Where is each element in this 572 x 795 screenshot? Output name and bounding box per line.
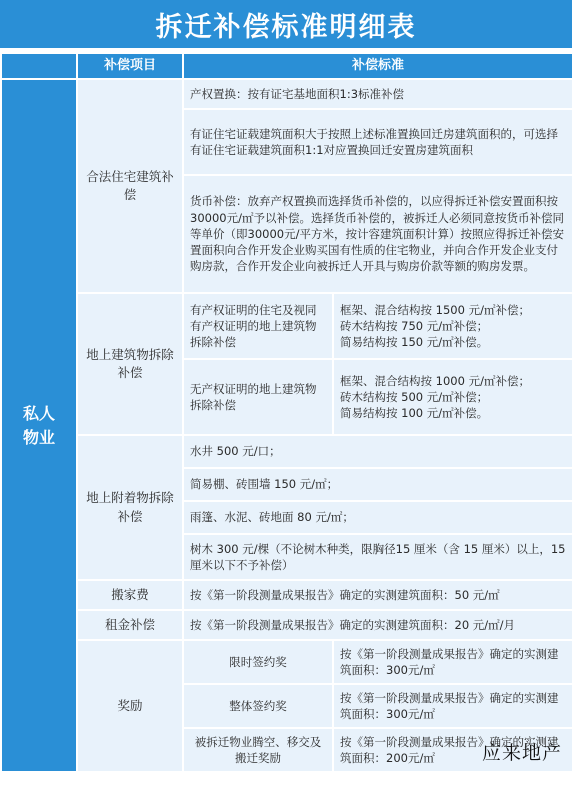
item-moving: 搬家费 [77,580,183,610]
item-reward: 奖励 [77,640,183,772]
compensation-table [0,52,572,773]
rate-line: 砖木结构按 750 元/㎡补偿； [340,318,489,333]
reward-label: 限时签约奖 [183,640,333,684]
header-col-standard: 补偿标准 [183,53,572,79]
above-ground-rates [333,359,572,435]
attachment-row: 水井 500 元/口； [183,435,572,468]
reward-standard: 按《第一阶段测量成果报告》确定的实测建筑面积：200元/㎡ [333,728,572,772]
rate-line: 砖木结构按 500 元/㎡补偿； [340,389,489,404]
above-ground-rates [333,293,572,359]
reward-standard: 按《第一阶段测量成果报告》确定的实测建筑面积：300元/㎡ [333,684,572,728]
attachment-row: 树木 300 元/棵（不论树木种类，限胸径15 厘米（含 15 厘米）以上，15 厘米以下不予补偿） [183,534,572,580]
side-label-text: 私人物业 [22,403,55,447]
attachment-row: 雨篷、水泥、砖地面 80 元/㎡； [183,501,572,534]
rent-standard: 按《第一阶段测量成果报告》确定的实测建筑面积：20 元/㎡/月 [183,610,572,640]
legal-housing-row: 有证住宅证载建筑面积大于按照上述标准置换回迁房建筑面积的，可选择有证住宅证载建筑面积1:1对应置换回迁安置房建筑面积 [183,109,572,175]
attachment-row: 简易棚、砖围墙 150 元/㎡； [183,468,572,501]
rate-line: 简易结构按 100 元/㎡补偿。 [340,406,489,421]
header-corner [1,53,77,79]
compensation-table-wrap [0,52,572,795]
legal-housing-row: 货币补偿：放弃产权置换而选择货币补偿的，以应得拆迁补偿安置面积按30000元/㎡予以补偿。选择货币补偿的，被拆迁人必须同意按货币补偿同等单价（即30000元/平方米，按计容建筑面积计算）按照应得拆迁补偿安置面积向合作开发企业购买国有性质的住宅物业，并向合作开发企业支付购房款，合作开发企业向被拆迁人开具与购房价款等额的购房发票。 [183,175,572,293]
legal-housing-row: 产权置换：按有证宅基地面积1:3标准补偿 [183,79,572,109]
reward-standard: 按《第一阶段测量成果报告》确定的实测建筑面积：300元/㎡ [333,640,572,684]
item-above-ground: 地上建筑物拆除补偿 [77,293,183,435]
item-legal-housing: 合法住宅建筑补偿 [77,79,183,293]
reward-label: 被拆迁物业腾空、移交及搬迁奖励 [183,728,333,772]
above-ground-group-label: 有产权证明的住宅及视同有产权证明的地上建筑物拆除补偿 [183,293,333,359]
side-label-private-property [1,79,77,772]
header-col-item: 补偿项目 [77,53,183,79]
rate-line: 简易结构按 150 元/㎡补偿。 [340,335,489,350]
page-title: 拆迁补偿标准明细表 [0,0,572,48]
above-ground-group-label: 无产权证明的地上建筑物拆除补偿 [183,359,333,435]
watermark-logo-text: 应来地产 [481,742,562,764]
reward-label: 整体签约奖 [183,684,333,728]
item-rent: 租金补偿 [77,610,183,640]
item-attachments: 地上附着物拆除补偿 [77,435,183,580]
moving-standard: 按《第一阶段测量成果报告》确定的实测建筑面积：50 元/㎡ [183,580,572,610]
rate-line: 框架、混合结构按 1500 元/㎡补偿； [340,302,530,317]
rate-line: 框架、混合结构按 1000 元/㎡补偿； [340,373,530,388]
